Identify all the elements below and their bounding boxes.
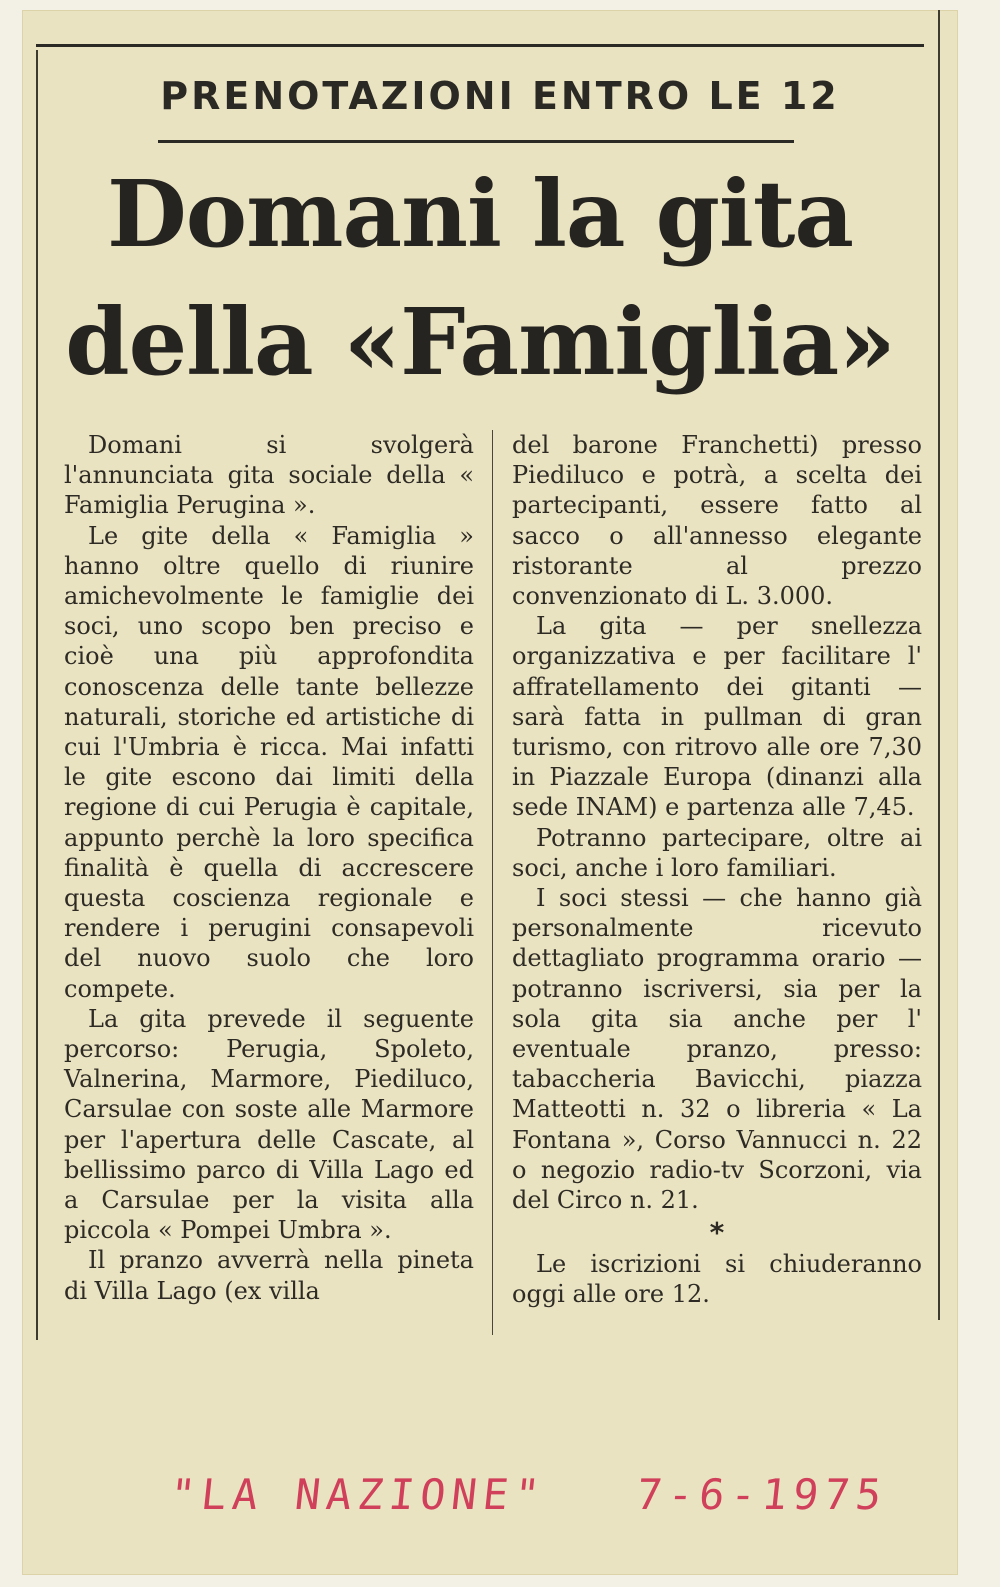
article-column-right: [512, 430, 922, 1310]
section-separator: *: [709, 1216, 725, 1250]
handwritten-source: "LA NAZIONE": [167, 1470, 549, 1519]
top-rule: [36, 44, 924, 47]
clipping-left-border: [36, 50, 38, 1340]
headline-line-1: Domani la gita: [107, 160, 853, 268]
handwritten-date: 7-6-1975: [634, 1470, 890, 1519]
column-divider: [492, 430, 493, 1335]
paragraph-continuation: del barone Franchetti) presso Piediluco e potrà, a scelta dei partecipanti, essere fatto al sacco o all'annesso elegante ristorante al prezzo convenzionato di L. 3.000.: [512, 431, 922, 611]
article-column-left: [64, 430, 474, 1306]
paragraph: La gita prevede il seguente percorso: Perugia, Spoleto, Valnerina, Marmore, Piediluco, Carsulae con soste alle Marmore per l'apertura delle Cascate, al bellissimo parco di Villa Lago ed a Carsulae per la visita alla piccola « Pompei Umbra ».: [64, 1004, 474, 1245]
article-headline: [40, 150, 920, 406]
clipping-right-border: [938, 10, 940, 1320]
paragraph: La gita — per snellezza organizzativa e per facilitare l' affratellamento dei gitanti — sarà fatta in pullman di gran turismo, con ritrovo alle ore 7,30 in Piazzale Europa (dinanzi alla sede INAM) e partenza alle 7,45.: [512, 612, 922, 822]
paragraph: Le gite della « Famiglia » hanno oltre quello di riunire amichevolmente le famiglie dei soci, uno scopo ben preciso e cioè una più approfondita conoscenza delle tante bellezze naturali, storiche ed artistiche di cui l'Umbria è ricca. Mai infatti le gite escono dai limiti della regione di cui Perugia è capitale, appunto perchè la loro specifica finalità è quella di accrescere questa coscienza regionale e rendere i perugini consapevoli del nuovo suolo che loro compete.: [64, 521, 474, 1003]
paragraph: I soci stessi — che hanno già personalmente ricevuto dettagliato programma orario — potranno iscriversi, sia per la sola gita sia anche per l' eventuale pranzo, presso: tabaccheria Bavicchi, piazza Matteotti n. 32 o libreria « La Fontana », Corso Vannucci n. 22 o negozio radio-tv Scorzoni, via del Circo n. 21.: [512, 884, 922, 1215]
headline-line-2: della «Famiglia»: [65, 288, 895, 396]
paragraph: Domani si svolgerà l'annunciata gita sociale della « Famiglia Perugina ».: [64, 431, 474, 520]
paragraph: Potranno partecipare, oltre ai soci, anche i loro familiari.: [512, 823, 922, 882]
paragraph: Il pranzo avverrà nella pineta di Villa Lago (ex villa: [64, 1246, 474, 1305]
paragraph-closing: Le iscrizioni si chiuderanno oggi alle ore 12.: [512, 1250, 922, 1309]
kicker-rule: [158, 140, 794, 143]
handwritten-annotation: [167, 1470, 890, 1519]
article-kicker: PRENOTAZIONI ENTRO LE 12: [160, 74, 840, 118]
